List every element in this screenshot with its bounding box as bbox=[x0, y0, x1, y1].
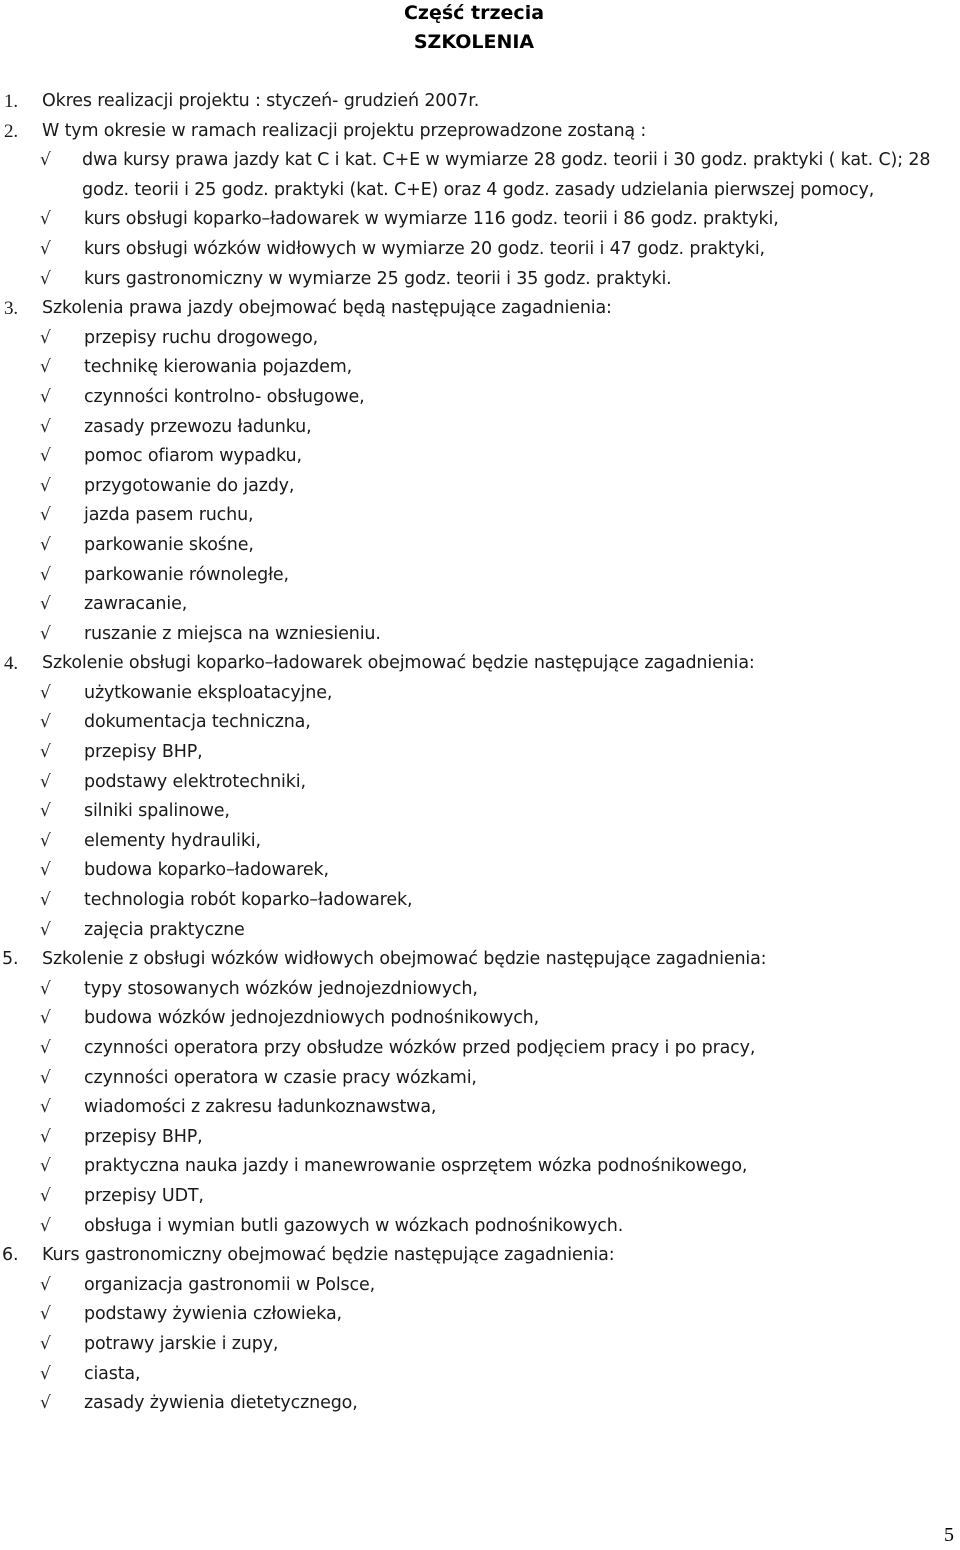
section-text: Okres realizacji projektu : styczeń- grudzień 2007r. bbox=[42, 91, 480, 111]
list-item-text: zawracanie, bbox=[84, 594, 188, 615]
list-item-text: czynności operatora w czasie pracy wózkami, bbox=[84, 1067, 477, 1088]
list-item-text: organizacja gastronomii w Polsce, bbox=[84, 1274, 376, 1295]
list-item bbox=[0, 1152, 958, 1182]
checkmark-icon: √ bbox=[40, 1097, 51, 1118]
checkmark-icon: √ bbox=[40, 446, 51, 467]
list-item bbox=[0, 1212, 958, 1242]
list-item bbox=[0, 797, 958, 827]
list-item bbox=[0, 916, 958, 946]
list-item bbox=[0, 472, 958, 502]
checkmark-icon: √ bbox=[40, 1393, 51, 1414]
list-item bbox=[0, 1300, 958, 1330]
checkmark-icon: √ bbox=[40, 209, 51, 230]
list-item bbox=[0, 353, 958, 383]
checkmark-icon: √ bbox=[40, 327, 51, 348]
list-item-text: technologia robót koparko–ładowarek, bbox=[84, 890, 413, 911]
list-item bbox=[0, 827, 958, 857]
list-item bbox=[0, 146, 958, 205]
checkmark-icon: √ bbox=[40, 682, 51, 703]
list-item bbox=[0, 1034, 958, 1064]
section-heading bbox=[0, 945, 958, 975]
section-number: 6. bbox=[2, 1245, 19, 1266]
list-item bbox=[0, 413, 958, 443]
list-item bbox=[0, 856, 958, 886]
checkmark-icon: √ bbox=[40, 1038, 51, 1058]
list-item-text: parkowanie równoległe, bbox=[84, 564, 289, 585]
list-item bbox=[0, 442, 958, 472]
list-item-text: zasady przewozu ładunku, bbox=[84, 416, 312, 437]
checkmark-icon: √ bbox=[40, 1156, 51, 1177]
list-item bbox=[0, 1360, 958, 1390]
checkmark-icon: √ bbox=[40, 1363, 51, 1384]
checkmark-icon: √ bbox=[40, 830, 51, 851]
list-item-text: potrawy jarskie i zupy, bbox=[84, 1333, 279, 1354]
list-item-text: dokumentacja techniczna, bbox=[84, 712, 311, 733]
list-item bbox=[0, 590, 958, 620]
list-item bbox=[0, 324, 958, 354]
list-item bbox=[0, 1064, 958, 1094]
section-text: W tym okresie w ramach realizacji projektu przeprowadzone zostaną : bbox=[42, 120, 647, 141]
checkmark-icon: √ bbox=[40, 919, 51, 940]
checkmark-icon: √ bbox=[40, 386, 51, 407]
list-item bbox=[0, 1182, 958, 1212]
list-item-text: jazda pasem ruchu, bbox=[84, 505, 254, 526]
checkmark-icon: √ bbox=[40, 1067, 51, 1088]
list-item bbox=[0, 886, 958, 916]
list-item bbox=[0, 738, 958, 768]
checkmark-icon: √ bbox=[40, 742, 51, 763]
list-item-text: silniki spalinowe, bbox=[84, 801, 230, 822]
list-item-text: parkowanie skośne, bbox=[84, 534, 254, 555]
list-item bbox=[0, 1389, 958, 1419]
list-item-text: kurs obsługi koparko–ładowarek w wymiarze 116 godz. teorii i 86 godz. praktyki, bbox=[84, 209, 779, 230]
checkmark-icon: √ bbox=[40, 1008, 51, 1029]
section-number: 5. bbox=[2, 949, 19, 970]
list-item bbox=[0, 1123, 958, 1153]
list-item bbox=[0, 383, 958, 413]
list-item-text: pomoc ofiarom wypadku, bbox=[84, 446, 302, 467]
list-item-text: typy stosowanych wózków jednojezdniowych, bbox=[84, 978, 478, 999]
section-text: Szkolenie obsługi koparko–ładowarek obejmować będzie następujące zagadnienia: bbox=[42, 653, 755, 674]
section-heading bbox=[0, 649, 958, 679]
section-heading bbox=[0, 87, 958, 117]
list-item bbox=[0, 265, 958, 295]
list-item-text: zajęcia praktyczne bbox=[84, 919, 245, 940]
page-number: 5 bbox=[944, 1524, 954, 1546]
list-item bbox=[0, 708, 958, 738]
list-item-text: przepisy BHP, bbox=[84, 1126, 203, 1147]
list-item bbox=[0, 620, 958, 650]
checkmark-icon: √ bbox=[40, 712, 51, 733]
list-item-text: technikę kierowania pojazdem, bbox=[84, 357, 353, 378]
section-number: 1. bbox=[4, 91, 18, 112]
checkmark-icon: √ bbox=[40, 623, 51, 644]
list-item bbox=[0, 531, 958, 561]
list-item-text: kurs gastronomiczny w wymiarze 25 godz. teorii i 35 godz. praktyki. bbox=[84, 268, 672, 289]
checkmark-icon: √ bbox=[40, 505, 51, 526]
list-item-text: ciasta, bbox=[84, 1363, 141, 1384]
checkmark-icon: √ bbox=[40, 1274, 51, 1295]
checkmark-icon: √ bbox=[40, 238, 51, 259]
list-item-text: dwa kursy prawa jazdy kat C i kat. C+E w wymiarze 28 godz. teorii i 30 godz. praktyki ( kat. C); 28 godz. teorii i 25 godz. praktyki (kat. C+E) oraz 4 godz. zasady udzielania pierwszej pomocy, bbox=[82, 150, 931, 200]
list-item bbox=[0, 501, 958, 531]
checkmark-icon: √ bbox=[40, 1215, 51, 1236]
section-heading bbox=[0, 117, 958, 147]
list-item-text: przygotowanie do jazdy, bbox=[84, 475, 295, 496]
list-item-text: elementy hydrauliki, bbox=[84, 830, 261, 851]
list-item-text: czynności operatora przy obsłudze wózków przed podjęciem pracy i po pracy, bbox=[84, 1038, 756, 1058]
list-item bbox=[0, 1271, 958, 1301]
list-item bbox=[0, 679, 958, 709]
checkmark-icon: √ bbox=[40, 534, 51, 555]
checkmark-icon: √ bbox=[40, 150, 51, 171]
checkmark-icon: √ bbox=[40, 890, 51, 911]
list-item-text: wiadomości z zakresu ładunkoznawstwa, bbox=[84, 1097, 437, 1118]
list-item-text: podstawy elektrotechniki, bbox=[84, 771, 306, 792]
list-item-text: obsługa i wymian butli gazowych w wózkach podnośnikowych. bbox=[84, 1215, 624, 1236]
list-item-text: kurs obsługi wózków widłowych w wymiarze 20 godz. teorii i 47 godz. praktyki, bbox=[84, 238, 765, 259]
list-item-text: użytkowanie eksploatacyjne, bbox=[84, 682, 333, 703]
list-item-text: zasady żywienia dietetycznego, bbox=[84, 1393, 358, 1414]
checkmark-icon: √ bbox=[40, 268, 51, 289]
page-subtitle: SZKOLENIA bbox=[413, 31, 535, 53]
list-item-text: przepisy ruchu drogowego, bbox=[84, 327, 319, 348]
checkmark-icon: √ bbox=[40, 357, 51, 378]
list-item bbox=[0, 205, 958, 235]
checkmark-icon: √ bbox=[40, 860, 51, 881]
section-number: 2. bbox=[4, 120, 18, 142]
checkmark-icon: √ bbox=[40, 475, 51, 496]
list-item-text: przepisy BHP, bbox=[84, 742, 203, 763]
list-item-text: ruszanie z miejsca na wzniesieniu. bbox=[84, 623, 381, 644]
list-item bbox=[0, 1004, 958, 1034]
section-text: Szkolenia prawa jazdy obejmować będą następujące zagadnienia: bbox=[42, 298, 612, 319]
checkmark-icon: √ bbox=[40, 416, 51, 437]
checkmark-icon: √ bbox=[40, 1185, 51, 1206]
list-item bbox=[0, 235, 958, 265]
list-item-text: czynności kontrolno- obsługowe, bbox=[84, 386, 365, 407]
checkmark-icon: √ bbox=[40, 594, 51, 615]
checkmark-icon: √ bbox=[40, 1304, 51, 1325]
list-item-text: przepisy UDT, bbox=[84, 1185, 204, 1206]
section-heading bbox=[0, 1241, 958, 1271]
list-item-text: budowa koparko–ładowarek, bbox=[84, 860, 329, 881]
checkmark-icon: √ bbox=[40, 1333, 51, 1354]
checkmark-icon: √ bbox=[40, 978, 51, 999]
section-number: 4. bbox=[4, 653, 18, 675]
checkmark-icon: √ bbox=[40, 1126, 51, 1147]
page-title: Część trzecia bbox=[403, 2, 545, 24]
list-item bbox=[0, 975, 958, 1005]
list-item bbox=[0, 768, 958, 798]
section-number: 3. bbox=[4, 298, 18, 320]
list-item-text: podstawy żywienia człowieka, bbox=[84, 1304, 342, 1325]
checkmark-icon: √ bbox=[40, 771, 51, 792]
list-item bbox=[0, 1330, 958, 1360]
section-text: Kurs gastronomiczny obejmować będzie następujące zagadnienia: bbox=[42, 1245, 615, 1266]
section-text: Szkolenie z obsługi wózków widłowych obejmować będzie następujące zagadnienia: bbox=[42, 949, 767, 970]
document-body bbox=[0, 87, 958, 1419]
list-item-text: praktyczna nauka jazdy i manewrowanie osprzętem wózka podnośnikowego, bbox=[84, 1156, 748, 1177]
checkmark-icon: √ bbox=[40, 564, 51, 585]
list-item-text: budowa wózków jednojezdniowych podnośnikowych, bbox=[84, 1008, 540, 1029]
checkmark-icon: √ bbox=[40, 801, 51, 822]
section-heading bbox=[0, 294, 958, 324]
list-item bbox=[0, 1093, 958, 1123]
list-item bbox=[0, 561, 958, 591]
